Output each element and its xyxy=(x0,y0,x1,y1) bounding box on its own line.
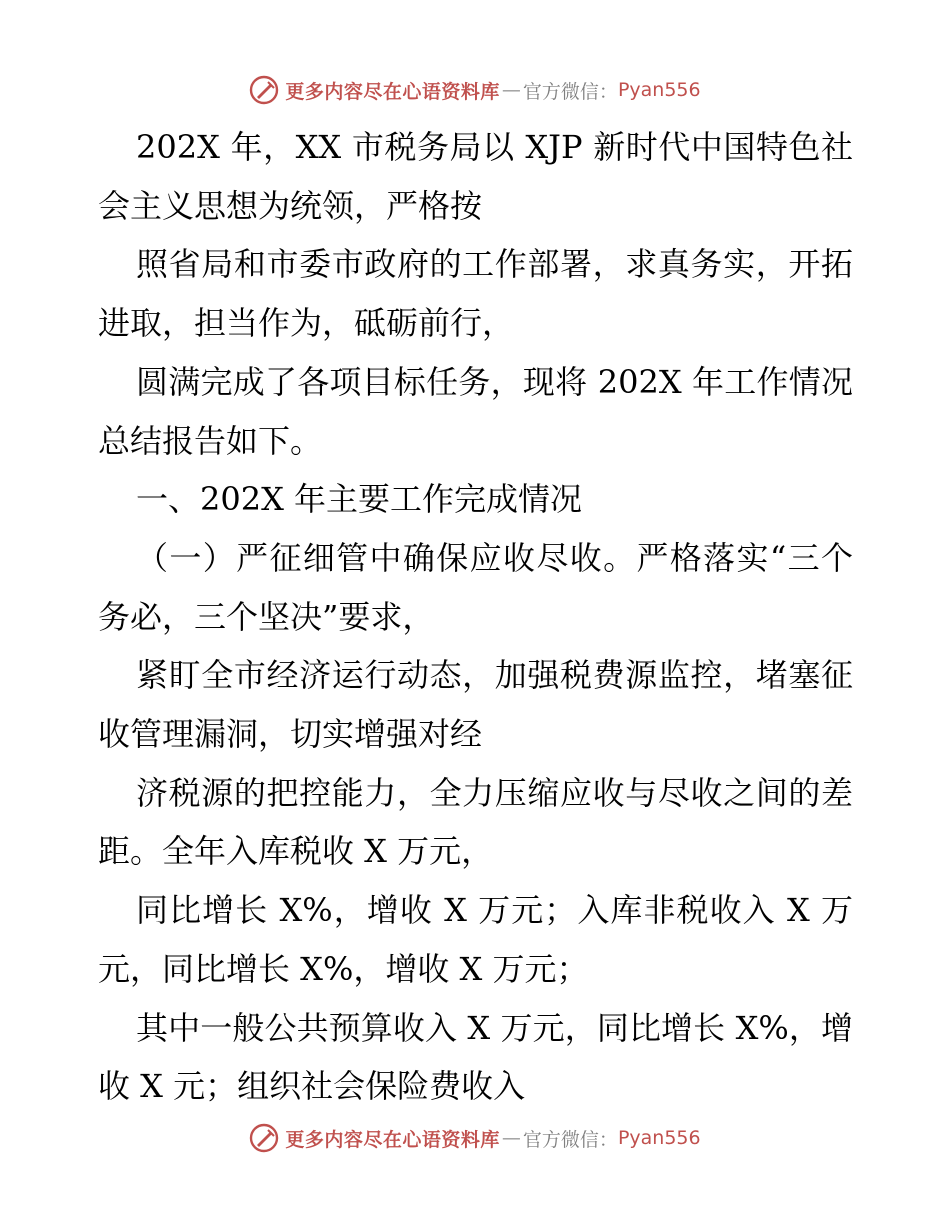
footer-watermark xyxy=(0,1118,950,1158)
watermark-brand: 更多内容尽在心语资料库 xyxy=(285,1128,500,1151)
paragraph: 圆满完成了各项目标任务，现将 202X 年工作情况总结报告如下。 xyxy=(98,362,853,460)
watermark-wechat-id: Pyan556 xyxy=(617,79,701,101)
watermark-wechat-label: 官方微信： xyxy=(522,1128,618,1151)
header-watermark xyxy=(0,70,950,110)
document-body xyxy=(98,118,853,1116)
watermark-wechat-id: Pyan556 xyxy=(617,1127,701,1149)
quill-pen-logo-icon xyxy=(249,1123,279,1153)
watermark-wechat-label: 官方微信： xyxy=(522,80,618,103)
section-heading: 一、202X 年主要工作完成情况 xyxy=(136,480,583,519)
paragraph: 济税源的把控能力，全力压缩应收与尽收之间的差距。全年入库税收 X 万元， xyxy=(98,773,853,871)
paragraph: 照省局和市委市政府的工作部署，求真务实，开拓进取，担当作为，砥砺前行， xyxy=(98,245,853,343)
watermark-separator: — xyxy=(501,79,521,101)
paragraph: 同比增长 X%，增收 X 万元；入库非税收入 X 万元，同比增长 X%，增收 X 万元； xyxy=(98,891,853,988)
quill-pen-logo-icon xyxy=(249,75,279,105)
watermark-separator: — xyxy=(501,1127,521,1149)
paragraph: 202X 年，XX 市税务局以 XJP 新时代中国特色社会主义思想为统领，严格按 xyxy=(98,128,853,225)
paragraph: 其中一般公共预算收入 X 万元，同比增长 X%，增收 X 元；组织社会保险费收入 xyxy=(98,1008,853,1106)
paragraph: 紧盯全市经济运行动态，加强税费源监控，堵塞征收管理漏洞，切实增强对经 xyxy=(98,656,853,754)
paragraph: （一）严征细管中确保应收尽收。严格落实“三个务必，三个坚决”要求， xyxy=(98,538,853,636)
watermark-brand: 更多内容尽在心语资料库 xyxy=(285,80,500,103)
